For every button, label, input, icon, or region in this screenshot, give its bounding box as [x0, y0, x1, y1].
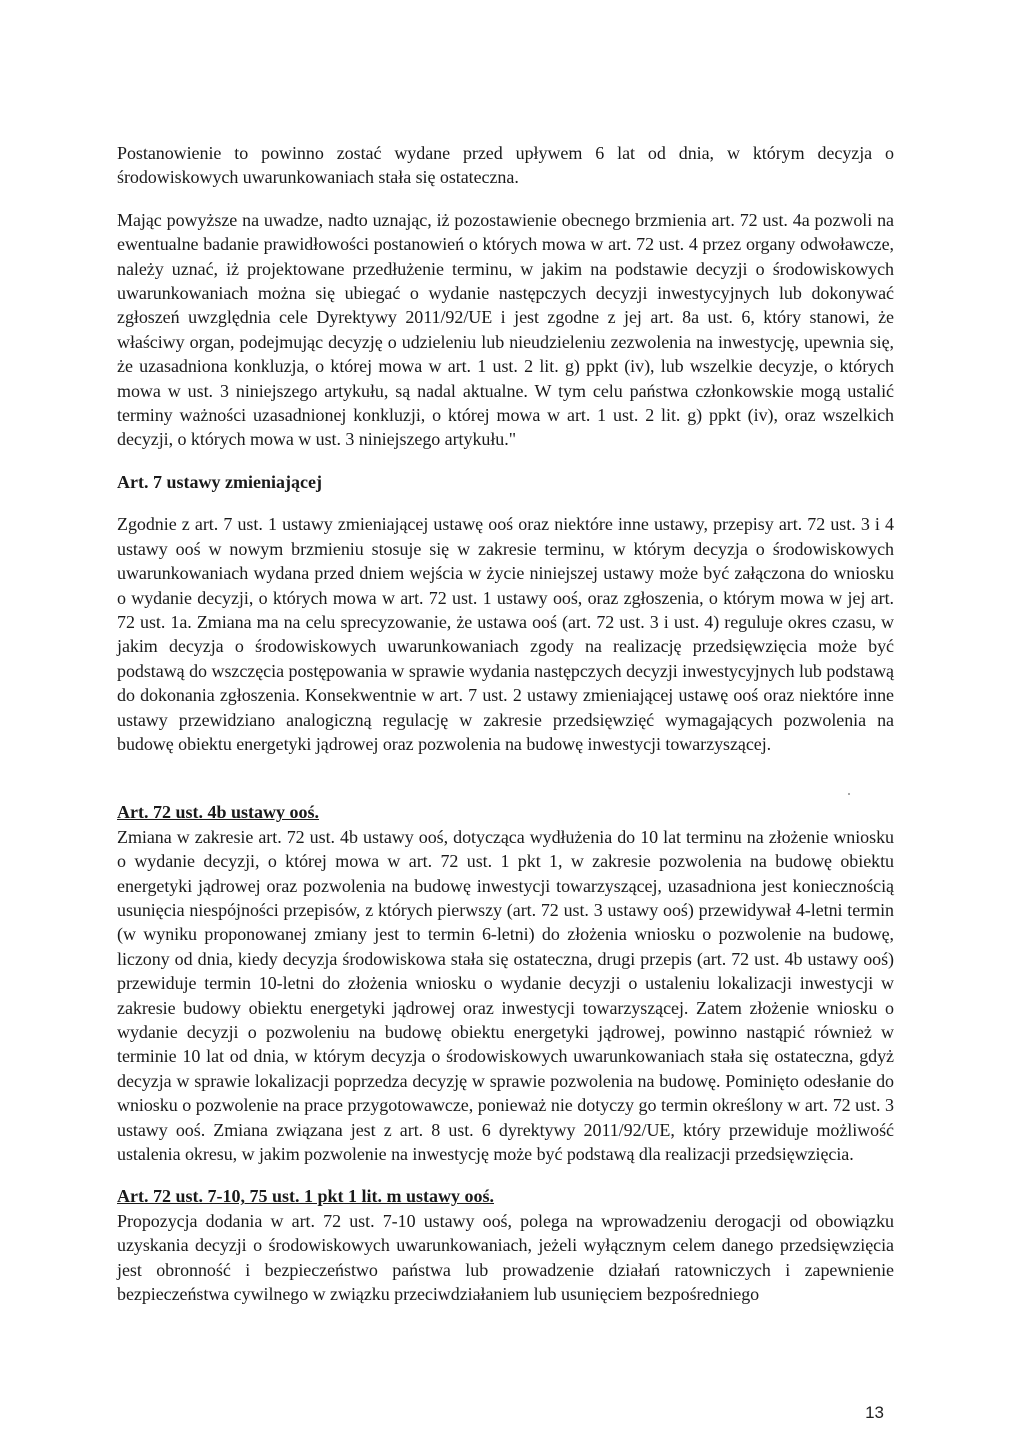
paragraph-postanowienie: Postanowienie to powinno zostać wydane przed upływem 6 lat od dnia, w którym decyzja o środowiskowych uwarunkowaniach stała się ostateczna.: [117, 143, 894, 188]
paragraph-art-72-7-10-body: Propozycja dodania w art. 72 ust. 7-10 ustawy ooś, polega na wprowadzeniu derogacji od obowiązku uzyskania decyzji o środowiskowych uwarunkowaniach, jeżeli wyłącznym celem danego przedsięwzięcia jest obronność i bezpieczeństwo państwa lub prowadzenie działań ratowniczych i zapewnienie bezpieczeństwa cywilnego w związku przeciwdziałaniem lub usunięciem bezpośredniego: [117, 1210, 894, 1305]
paragraph-art-7-body: Zgodnie z art. 7 ust. 1 ustawy zmieniającej ustawę ooś oraz niektóre inne ustawy, przepisy art. 72 ust. 3 i 4 ustawy ooś w nowym brzmieniu stosuje się w zakresie terminu, w którym decyzja o środowiskowych uwarunkowaniach wydana przed dniem wejścia w życie niniejszej ustawy może być załączona do wniosku o wydanie decyzji, o których mowa w art. 72 ust. 1 ustawy ooś, oraz zgłoszenia, o którym mowa w jej art. 72 ust. 1a. Zmiana ma na celu sprecyzowanie, że ustawa ooś (art. 72 ust. 3 i ust. 4) reguluje okres czasu, w jakim decyzja o środowiskowych uwarunkowaniach zgody na realizację przedsięwzięcia może być podstawą do wszczęcia postępowania w sprawie wydania następczych decyzji inwestycyjnych lub podstawą do dokonania zgłoszenia. Konsekwentnie w art. 7 ust. 2 ustawy zmieniającej ustawę ooś oraz niektóre inne ustawy przewidziano analogiczną regulację w zakresie przedsięwzięć wymagających pozwolenia na budowę obiektu energetyki jądrowej oraz pozwolenia na budowę inwestycji towarzyszącej.: [117, 514, 894, 754]
paragraph-majac-powyzsze: Mając powyższe na uwadze, nadto uznając, iż pozostawienie obecnego brzmienia art. 72 ust. 4a pozwoli na ewentualne badanie prawidłowości postanowień o których mowa w art. 72 ust. 4 przez organy odwoławcze, należy uznać, iż projektowane przedłużenie terminu, w jakim na podstawie decyzji o środowiskowych uwarunkowaniach można się ubiegać o wydanie następczych decyzji inwestycyjnych lub dokonywać zgłoszeń uwzględnia cele Dyrektywy 2011/92/UE i jest zgodne z jej art. 8a ust. 6, który stanowi, że właściwy organ, podejmując decyzję o udzieleniu lub nieudzieleniu zezwolenia na inwestycję, upewnia się, że uzasadniona konkluzja, o której mowa w art. 1 ust. 2 lit. g) ppkt (iv), lub wszelkie decyzje, o których mowa w ust. 3 niniejszego artykułu, są nadal aktualne. W tym celu państwa członkowskie mogą ustalić terminy ważności uzasadnionej konkluzji, o której mowa w art. 1 ust. 2 lit. g) ppkt (iv), oraz wszelkich decyzji, o których mowa w ust. 3 niniejszego artykułu.": [117, 209, 894, 450]
scan-speck: [848, 793, 850, 795]
heading-art-7: Art. 7 ustawy zmieniającej: [117, 471, 322, 492]
page-number: 13: [865, 1403, 884, 1422]
heading-art-72-7-10: Art. 72 ust. 7-10, 75 ust. 1 pkt 1 lit. m ustawy ooś.: [117, 1186, 495, 1207]
heading-art-72-4b: Art. 72 ust. 4b ustawy ooś.: [117, 802, 320, 823]
document-page: [117, 141, 894, 1306]
paragraph-art-72-4b-body: Zmiana w zakresie art. 72 ust. 4b ustawy ooś, dotycząca wydłużenia do 10 lat terminu na złożenie wniosku o wydanie decyzji, o której mowa w art. 72 ust. 1 pkt 1, w zakresie pozwolenia na budowę obiektu energetyki jądrowej oraz pozwolenia na budowę inwestycji towarzyszącej, uzasadniona jest koniecznością usunięcia niespójności przepisów, z których pierwszy (art. 72 ust. 3 ustawy ooś) przewidywał 4-letni termin (w wyniku proponowanej zmiany jest to termin 6-letni) do złożenia wniosku o pozwolenie na budowę, liczony od dnia, kiedy decyzja środowiskowa stała się ostateczna, drugi przepis (art. 72 ust. 4b ustawy ooś) przewiduje termin 10-letni do złożenia wniosku o wydanie decyzji o ustaleniu lokalizacji inwestycji w zakresie budowy obiektu energetyki jądrowej oraz inwestycji towarzyszącej. Zatem złożenie wniosku o wydanie decyzji o pozwoleniu na budowę obiektu energetyki jądrowej, powinno nastąpić również w terminie 10 lat od dnia, w którym decyzja o środowiskowych uwarunkowaniach stała się ostateczna, gdyż decyzja w sprawie lokalizacji poprzedza decyzję w sprawie pozwolenia na budowę. Pominięto odesłanie do wniosku o pozwolenie na prace przygotowawcze, ponieważ nie dotyczy go termin określony w art. 72 ust. 3 ustawy ooś. Zmiana związana jest z art. 8 ust. 6 dyrektywy 2011/92/UE, który przewiduje możliwość ustalenia okresu, w jakim pozwolenie na inwestycję może być podstawą dla realizacji przedsięwzięcia.: [117, 826, 894, 1165]
